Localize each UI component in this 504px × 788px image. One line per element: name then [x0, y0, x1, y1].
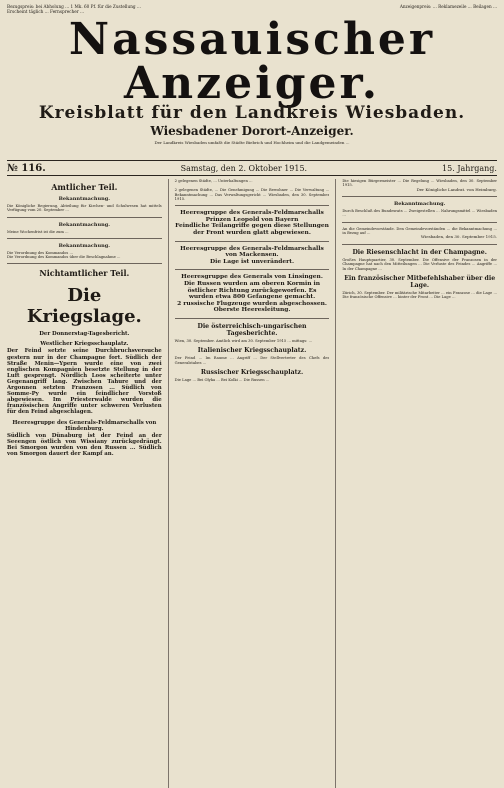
official-section-title: Amtlicher Teil. — [51, 182, 118, 192]
newspaper-subtitle: Kreisblatt für den Landkreis Wiesbaden. — [38, 103, 466, 123]
italian-front-title: Italienischer Kriegsschauplatz. — [197, 347, 307, 355]
notice-title-2: Bekanntmachung. — [58, 221, 111, 228]
middle-column — [168, 179, 330, 788]
right-notice-text-2: An die Gemeindevorstände. Den Gemeindevorständen ... die Bekanntmachung ... in Bezug auf ... — [342, 226, 498, 236]
supreme-command: Oberste Heeresleitung. — [213, 306, 291, 314]
war-date-line: Der Donnerstag-Tagesbericht. — [39, 331, 130, 338]
mackensen-group-text: Die Lage ist unverändert. — [209, 257, 295, 265]
landrat-signature: Der Königliche Landrat. von Heimburg. — [416, 186, 498, 192]
coverage-info: Der Landkreis Wiesbaden umfaßt die Städte Biebrich und Hochheim und die Landgemeinden ... — [154, 140, 350, 145]
separator — [7, 238, 162, 239]
leopold-group-text: Feindliche Teilangriffe gegen diese Stellungen der Front wurden glatt abgewiesen. — [175, 222, 329, 236]
separator — [342, 244, 497, 245]
nonofficial-section-title: Nichtamtlicher Teil. — [39, 268, 130, 279]
issue-number: № 116. — [7, 162, 46, 174]
separator — [175, 205, 330, 206]
notice-text-2: Meine Wochenfrist ist die zum ... — [7, 229, 69, 234]
right-notice-title: Bekanntmachung. — [393, 201, 446, 208]
separator — [7, 217, 162, 218]
linsingen-group-text: Die Russen wurden am oberen Kormin in östlicher Richtung zurückgeworfen. Es wurden etwa 800 Gefangene gemacht. — [183, 279, 321, 301]
content-columns — [7, 179, 497, 788]
separator — [342, 222, 497, 223]
separator — [342, 196, 497, 197]
russian-front-text: Die Lage ... Bei Olyka ... Bei Kolki ... Die Russen ... — [174, 377, 270, 382]
linsingen-group-title: Heeresgruppe des Generals von Linsingen. — [181, 273, 323, 281]
issue-year: 15. Jahrgang. — [442, 163, 497, 173]
notice-title-3: Bekanntmachung. — [58, 242, 111, 249]
left-column — [7, 179, 162, 788]
war-report-left-2: Südlich von Dünaburg ist der Feind an der Seeengen östlich von Wissiany zurückgedrängt. Bei Smorgon wurden von den Russen ... Südlich von Smorgon dauert der Kampf an. — [7, 432, 162, 457]
newspaper-subtitle-2: Wiesbadener Dorort-Anzeiger. — [150, 124, 354, 138]
separator — [175, 318, 330, 319]
issue-date: Samstag, den 2. Oktober 1915. — [180, 163, 308, 173]
french-commander-text: Zürich, 30. September. Der militärische Mitarbeiter ... ein Franzose ... die Lage ... Die französische Offensive ... hinter der Front ... Die Lage ... — [342, 290, 498, 300]
hindenburg-group-title: Heeresgruppe des Generals-Feldmarschalls von Hindenburg. — [12, 419, 157, 432]
russian-front-title: Russischer Kriegsschauplatz. — [200, 368, 304, 376]
separator — [175, 241, 330, 242]
issue-bar — [7, 160, 497, 176]
newspaper-title: Nassauischer Anzeiger. — [68, 14, 436, 109]
separator — [175, 269, 330, 270]
mackensen-group-title: Heeresgruppe des Generals-Feldmarschalls von Mackensen. — [180, 244, 324, 259]
right-date: Wiesbaden, den 30. September 1915. — [420, 234, 498, 240]
italian-front-text: Der Feind ... Im Raume ... Angriff ... Der Stellvertreter des Chefs des Generalstabes ... — [174, 356, 330, 365]
right-intro: Die hiesigen Bürgermeister ... Die Regelung ... Wiesbaden, den 30. September 1915. — [342, 179, 498, 188]
notice-title-1: Bekanntmachung. — [58, 196, 111, 202]
western-front-title: Westlicher Kriegsschauplatz. — [40, 341, 129, 348]
leopold-group-title: Heeresgruppe des Generals-Feldmarschalls Prinzen Leopold von Bayern — [180, 209, 324, 223]
austro-hungarian-text: Wien, 30. September. Amtlich wird am 30. September 1915 ... mittags: ... — [174, 338, 313, 343]
notice-text-4: Die Verordnung des Kommandos über die Beschlagnahme ... — [7, 255, 121, 260]
right-column — [335, 179, 497, 788]
notice-text-3: Die Verordnung des Kommandos ... — [7, 250, 73, 255]
war-situation-title: Die Kriegslage. — [26, 285, 142, 328]
champagne-title: Die Riesenschlacht in der Champagne. — [352, 248, 487, 256]
french-commander-title: Ein französischer Mitbefehlshaber über die Lage. — [344, 274, 496, 289]
right-notice-text: Durch Beschluß des Bundesrats ... Zweigestellen ... Nahrungsmittel ... Wiesbaden ... — [342, 209, 498, 218]
middle-intro: 2 gelegenen Städte, ... Unterhaltungen ... — [174, 179, 253, 183]
advertising-info: Anzeigenpreis: ... Reklamezeile ... Beilagen ... — [399, 4, 497, 9]
aircraft-text: 2 russische Flugzeuge wurden abgeschossen. — [177, 299, 327, 307]
subscription-info: Bezugspreis: bei Abholung ... 1 Mk. 60 Pf. für die Zustellung ... Erscheint täglich ... Fernsprecher ... — [7, 4, 141, 14]
separator — [7, 263, 162, 264]
middle-text: 2 gelegenen Städte, ... Die Genehmigung ... Die Bewohner ... Die Verwaltung ... Bekanntmachung ... Das Verwaltungsgericht ... Wiesbaden, den 30. September 1915. — [174, 188, 330, 201]
notice-text-1: Die Königliche Regierung, Abteilung für Kirchen- und Schulwesen hat mittels Verfügung vom 20. September ... — [7, 204, 162, 213]
champagne-text: Großes Hauptquartier, 30. September. Die Offensive der Franzosen in der Champagne hat nach den Mitteilungen ... Die Verluste des Feindes ... Angriffe ... In der Champagne ... — [342, 257, 498, 271]
austro-hungarian-title: Die österreichisch-ungarischen Tagesberichte. — [197, 322, 307, 337]
war-report-left: Der Feind setzte seine Durchbruchsversuche gestern nur in der Champagne fort. Südlich der Straße Menin—Ypern wurde eine von zwei englischen Kompagnien besetzte Stellung in der Luft gesprengt. Nördlich Loos scheiterte unter Gegenangriff lang. Zwischen Tahure und der Argonnen setzten Franzosen ... Südlich von Somme-Py wurde ein feindlicher Vorstoß abgewiesen. Im Priesterwalde wurden die französischen Angriffe unter schweren Verlusten für den Feind abgeschlagen. — [7, 348, 162, 416]
